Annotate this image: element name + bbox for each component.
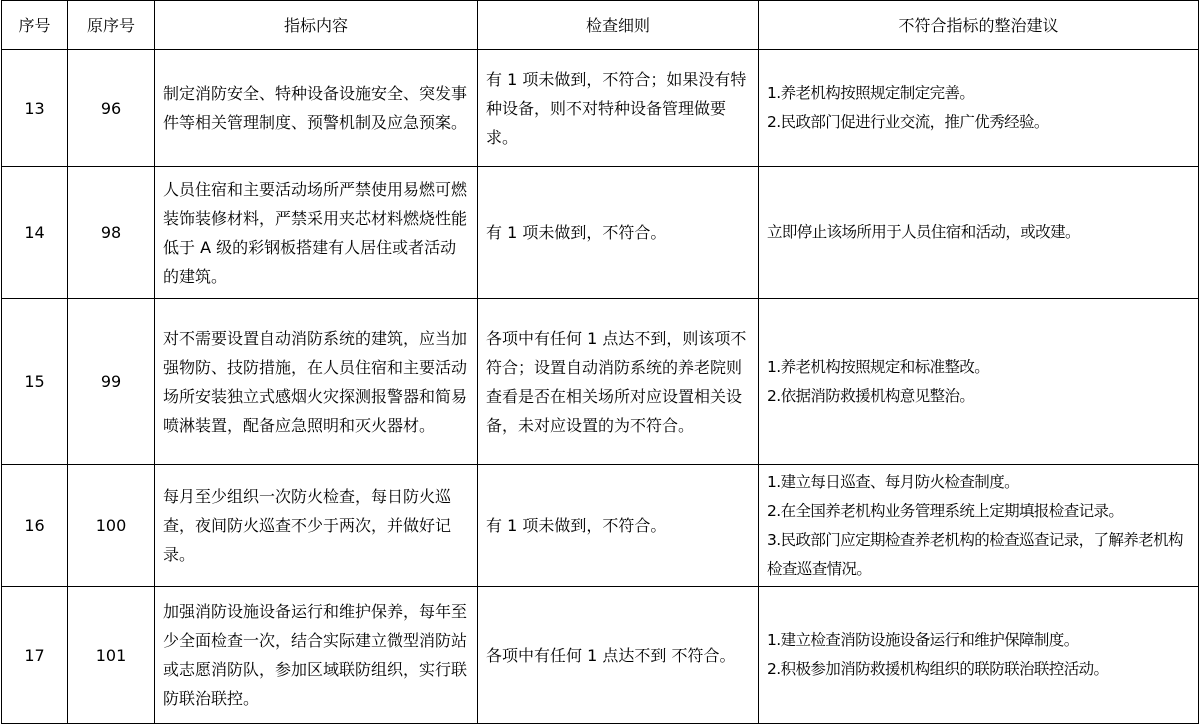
row-advice [759,587,1199,724]
row-content: 人员住宿和主要活动场所严禁使用易燃可燃装饰装修材料，严禁采用夹芯材料燃烧性能低于 A 级的彩钢板搭建有人居住或者活动的建筑。 [155,167,478,299]
row-orig-seq: 96 [68,50,155,167]
row-advice [759,299,1199,465]
table-row [2,465,1199,587]
advice-line: 2.民政部门促进行业交流，推广优秀经验。 [767,113,1049,131]
row-content: 对不需要设置自动消防系统的建筑，应当加强物防、技防措施，在人员住宿和主要活动场所安装独立式感烟火灾探测报警器和简易喷淋装置，配备应急照明和灭火器材。 [155,299,478,465]
header-rules: 检查细则 [478,1,759,50]
advice-line: 立即停止该场所用于人员住宿和活动，或改建。 [767,223,1080,241]
row-seq: 17 [2,587,68,724]
row-advice [759,167,1199,299]
advice-line: 2.积极参加消防救援机构组织的联防联治联控活动。 [767,660,1109,678]
table-row [2,587,1199,724]
row-seq: 15 [2,299,68,465]
row-content: 加强消防设施设备运行和维护保养，每年至少全面检查一次，结合实际建立微型消防站或志愿消防队，参加区域联防组织，实行联防联治联控。 [155,587,478,724]
table-row [2,50,1199,167]
row-rules: 有 1 项未做到，不符合；如果没有特种设备，则不对特种设备管理做要求。 [478,50,759,167]
row-content: 每月至少组织一次防火检查，每日防火巡查，夜间防火巡查不少于两次，并做好记录。 [155,465,478,587]
table-row [2,167,1199,299]
row-advice [759,50,1199,167]
row-seq: 14 [2,167,68,299]
row-rules: 有 1 项未做到，不符合。 [478,465,759,587]
row-orig-seq: 98 [68,167,155,299]
advice-line: 1.养老机构按照规定和标准整改。 [767,357,990,376]
header-advice: 不符合指标的整治建议 [759,1,1199,50]
row-orig-seq: 101 [68,587,155,724]
row-content: 制定消防安全、特种设备设施安全、突发事件等相关管理制度、预警机制及应急预案。 [155,50,478,167]
inspection-table [1,0,1199,724]
row-seq: 16 [2,465,68,587]
row-orig-seq: 100 [68,465,155,587]
row-rules: 各项中有任何 1 点达不到 不符合。 [478,587,759,724]
row-rules: 各项中有任何 1 点达不到，则该项不符合；设置自动消防系统的养老院则查看是否在相关场所对应设置相关设备，未对应设置的为不符合。 [478,299,759,465]
header-seq: 序号 [2,1,68,50]
advice-line: 2.依据消防救援机构意见整治。 [767,386,975,405]
table-row [2,299,1199,465]
header-content: 指标内容 [155,1,478,50]
row-orig-seq: 99 [68,299,155,465]
advice-line: 3.民政部门应定期检查养老机构的检查巡查记录，了解养老机构检查巡查情况。 [767,530,1183,578]
header-orig-seq: 原序号 [68,1,155,50]
header-row [2,1,1199,50]
advice-line: 2.在全国养老机构业务管理系统上定期填报检查记录。 [767,501,1124,520]
advice-line: 1.养老机构按照规定制定完善。 [767,84,975,102]
advice-line: 1.建立检查消防设施设备运行和维护保障制度。 [767,631,1079,649]
row-rules: 有 1 项未做到，不符合。 [478,167,759,299]
advice-line: 1.建立每日巡查、每月防火检查制度。 [767,472,1019,491]
row-advice [759,465,1199,587]
row-seq: 13 [2,50,68,167]
